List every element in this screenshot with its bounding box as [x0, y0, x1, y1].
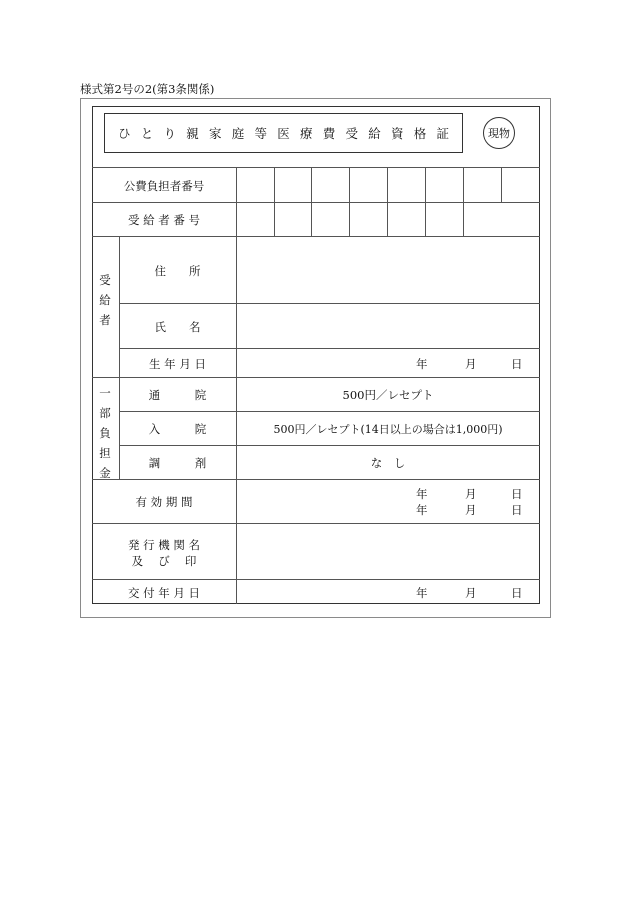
birth-date-label: 生 年 月 日: [149, 357, 206, 371]
row-divider: [92, 236, 540, 237]
name-label: 氏 名: [154, 320, 201, 334]
inpatient-value: 500円／レセプト(14日以上の場合は1,000円): [273, 423, 503, 436]
issue-month-unit: 月: [465, 586, 477, 600]
validity-period-label: 有 効 期 間: [135, 495, 193, 509]
inpatient-label: 入 院: [148, 422, 207, 436]
digit-cell-divider: [349, 167, 350, 236]
validity-start-year-unit: 年: [416, 487, 428, 501]
row-divider: [92, 167, 540, 168]
validity-end-day-unit: 日: [511, 503, 523, 517]
dispensing-label: 調 剤: [148, 456, 207, 470]
row-divider: [92, 202, 540, 203]
issue-day-unit: 日: [511, 586, 523, 600]
row-divider: [119, 411, 540, 412]
digit-cell-divider: [501, 167, 502, 202]
digit-cell-divider: [274, 167, 275, 236]
validity-start-month-unit: 月: [465, 487, 477, 501]
digit-cell-divider: [311, 167, 312, 236]
issue-date-label: 交 付 年 月 日: [127, 586, 201, 600]
row-divider: [92, 377, 540, 378]
dispensing-value: な し: [370, 456, 406, 470]
copay-group-label: 一 部 負 担 金: [99, 386, 111, 480]
outpatient-value: 500円／レセプト: [342, 388, 434, 402]
outpatient-label: 通 院: [148, 388, 207, 402]
birth-year-unit: 年: [416, 357, 428, 371]
validity-end-year-unit: 年: [416, 503, 428, 517]
birth-month-unit: 月: [465, 357, 477, 371]
birth-day-unit: 日: [511, 357, 523, 371]
row-divider: [119, 348, 540, 349]
digit-cell-divider: [425, 167, 426, 236]
issuer-seal-label: 及 び 印: [131, 554, 197, 568]
label-column-divider: [236, 167, 237, 604]
issuer-name-label: 発 行 機 関 名: [127, 538, 201, 552]
row-divider: [92, 479, 540, 480]
address-label: 住 所: [154, 264, 201, 278]
digit-cell-divider: [387, 167, 388, 236]
recipient-group-label: 受 給 者: [99, 273, 111, 327]
stamp-label: 現物: [488, 127, 510, 140]
row-divider: [92, 579, 540, 580]
public-payer-number-label: 公費負担者番号: [123, 179, 205, 193]
issue-year-unit: 年: [416, 586, 428, 600]
stamp-circle: [483, 117, 515, 149]
digit-cell-divider: [463, 167, 464, 236]
validity-end-month-unit: 月: [465, 503, 477, 517]
row-divider: [119, 303, 540, 304]
title-box: [104, 113, 463, 153]
validity-start-day-unit: 日: [511, 487, 523, 501]
form-caption: 様式第2号の2(第3条関係): [80, 82, 215, 96]
certificate-title: ひとり親家庭等医療費受給資格証: [117, 126, 460, 141]
row-divider: [92, 523, 540, 524]
row-divider: [119, 445, 540, 446]
recipient-number-label: 受 給 者 番 号: [127, 213, 201, 227]
